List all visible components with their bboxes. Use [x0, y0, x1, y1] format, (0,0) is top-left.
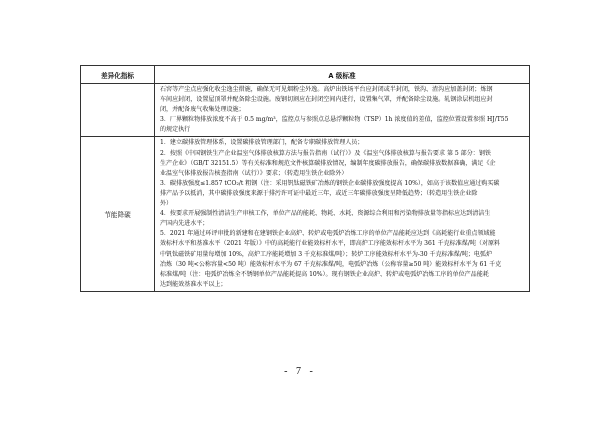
text-line: 外） [160, 200, 173, 208]
text-line: 冶炼（30 吨<公称容量<50 吨）能效标杆水平为 67 千克标准煤/吨，电弧炉冶炼（公称容量≥50 吨）能效标杆水平为 61 千克 [160, 260, 502, 268]
row-label-energy-saving: 节能降碳 [81, 137, 155, 291]
text-line: 产国内先进水平； [160, 220, 209, 228]
standard-text-dust-control [155, 84, 530, 137]
standard-text-energy-saving [155, 137, 530, 291]
table-row [81, 84, 530, 137]
page-number: - 7 - [284, 366, 316, 377]
text-line: 2．按照《中国钢铁生产企业温室气体排放核算方法与报告指南（试行）》及《温室气体排放核算与报告要求 第 5 部分：钢铁 [160, 149, 491, 157]
text-line: 1．建立碳排放管理体系，设置碳排放管理部门，配备专职碳排放管理人员； [160, 139, 364, 147]
text-line: 闭，并配备废气收集处理设施； [160, 106, 245, 114]
text-line: 业温室气体排放报告核查指南（试行）》要求；（转造用生铁企业除外） [160, 169, 348, 177]
text-line: 的规定执行 [160, 126, 191, 134]
text-line: 中钒钛磁铁矿用量每增加 10%，高炉工序能耗增加 3 千克标准煤/吨）；转炉工序能效标杆水平为-30 千克标准煤/吨；电弧炉 [160, 250, 493, 258]
header-differentiation-indicator: 差异化指标 [81, 66, 155, 84]
text-line: 排产品予以抵消，其中碳排放强度来源于排污许可证中最近三年，或近三年碳排放强度呈降低趋势；（转造用生铁企业除 [160, 189, 478, 197]
header-grade-a-standard: A 级标准 [155, 66, 530, 84]
text-line: 3．厂界颗粒物排放浓度不高于 0.5 mg/m³，监控点与参照点总悬浮颗粒物（TSP）1h 浓度值的差值，监控位置设置参照 HJ/T55 [160, 116, 509, 124]
text-line: 3．碳排放强度≤1.857 tCO₂/t 粗钢（注：采用钒钛磁铁矿冶炼的钢铁企业碳排放强度提高 10%），如高于该数值应通过购买碳 [160, 179, 500, 187]
text-line: 标准煤/吨（注：电弧炉冶炼全不锈钢单位产品能耗提高 10%）。现有钢铁企业高炉、转炉或电弧炉冶炼工序的单位产品能耗 [160, 270, 489, 278]
text-line: 达到能效基准水平以上； [160, 280, 227, 288]
text-line: 4．按要求开展强制性清洁生产审核工作，单位产品的能耗、物耗、水耗、资源综合利用和污染物排放量等指标应达到清洁生 [160, 210, 491, 218]
standards-table [80, 65, 530, 292]
text-line: 5．2021 年通过环评审批的新建和在建钢铁企业高炉、转炉或电弧炉冶炼工序的单位产品能耗应达到《高耗能行业重点领域能 [160, 230, 496, 238]
text-line: 生产企业》（GB/T 32151.5）等有关标准和规范文件核算碳排放情况，编制年度碳排放报告，确保碳排放数据准确，满足《企 [160, 159, 496, 167]
table-row [81, 137, 530, 291]
row-label-continued [81, 84, 155, 137]
table-header-row [81, 66, 530, 84]
text-line: 车间应封闭，设置屋顶罩并配备除尘设施。废钢切割应在封闭空间内进行，设置集气罩，并配备除尘设施。轧钢涂层机组应封 [160, 96, 493, 104]
text-line: 效标杆水平和基准水平（2021 年版）》中的高耗能行业能效标杆水平，即高炉工序能效标杆水平为 361 千克标准煤/吨（对原料 [160, 240, 501, 248]
text-line: 石窖等产尘点应强化收尘逸尘措施，确保无可见烟粉尘外逸。高炉出铁场平台应封闭或半封闭，铁沟、渣沟应加盖封闭；炼钢 [160, 86, 493, 93]
